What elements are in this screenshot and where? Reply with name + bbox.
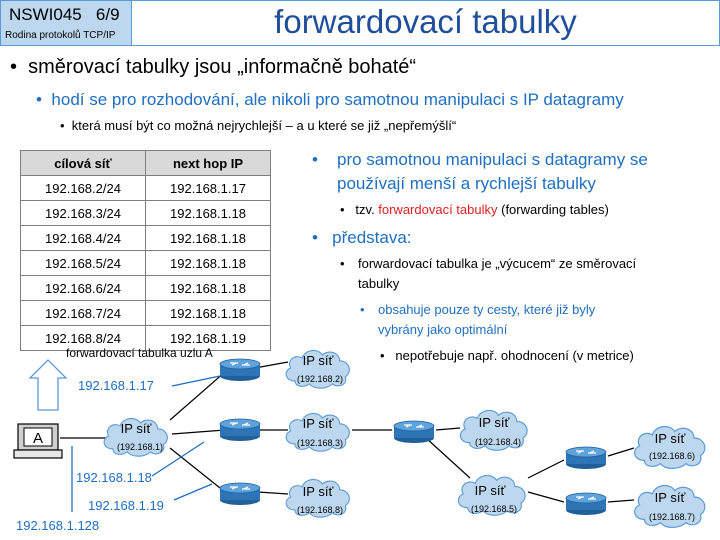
router-icon — [220, 419, 260, 441]
ip-label-19: 192.168.1.19 — [88, 498, 164, 513]
slide-title: forwardovací tabulky — [274, 3, 577, 40]
right-bullet-5-marker: • — [360, 302, 365, 317]
bullet-1: • směrovací tabulky jsou „informačně bohaté“ — [10, 56, 417, 78]
cell-destination: 192.168.8/24 — [21, 326, 146, 351]
net-5-label: IP síť — [474, 483, 506, 498]
right-bullet-1-line1: pro samotnou manipulaci s datagramy se — [337, 150, 648, 169]
host-label: A — [32, 430, 44, 447]
net-3-addr: (192.168.3) — [296, 438, 344, 448]
right-bullet-4-line2: tabulky — [358, 276, 400, 291]
cell-nexthop: 192.168.1.18 — [146, 301, 271, 326]
right-bullet-5-line1: obsahuje pouze ty cesty, které již byly — [378, 302, 596, 317]
net-7-label: IP síť — [654, 490, 686, 505]
cell-nexthop: 192.168.1.18 — [146, 251, 271, 276]
net-5-addr: (192.168.5) — [470, 504, 518, 514]
cell-nexthop: 192.168.1.19 — [146, 326, 271, 351]
right-bullet-2: • tzv. forwardovací tabulky (forwarding tables) — [340, 202, 609, 217]
table-caption: forwardovací tabulka uzlu A — [66, 346, 213, 360]
right-bullet-6: • nepotřebuje např. ohodnocení (v metrice) — [380, 348, 634, 363]
cell-destination: 192.168.7/24 — [21, 301, 146, 326]
right-bullet-1-marker: • — [312, 150, 318, 169]
right-bullet-4-line1: forwardovací tabulka je „výcucem“ ze směrovací — [358, 256, 637, 271]
net-1-label: IP síť — [120, 421, 152, 436]
right-bullet-5-line2: vybrány jako optimální — [378, 322, 508, 337]
cell-nexthop: 192.168.1.18 — [146, 276, 271, 301]
cell-nexthop: 192.168.1.18 — [146, 226, 271, 251]
net-6-addr: (192.168.6) — [648, 451, 696, 461]
col-header-nexthop: next hop IP — [146, 151, 271, 176]
ip-label-18: 192.168.1.18 — [76, 470, 152, 485]
ip-label-128: 192.168.1.128 — [16, 518, 100, 533]
cell-destination: 192.168.3/24 — [21, 201, 146, 226]
bullet-1-1-1: • která musí být co možná nejrychlejší – a u které se již „nepřemýšlí“ — [60, 118, 457, 133]
course-code: NSWI045 6/9 — [9, 5, 120, 24]
net-7-addr: (192.168.7) — [648, 512, 696, 522]
net-2-label: IP síť — [302, 353, 334, 368]
net-3-label: IP síť — [302, 416, 334, 431]
col-header-destination: cílová síť — [21, 151, 146, 176]
net-1-addr: (192.168.1) — [116, 442, 164, 452]
cell-nexthop: 192.168.1.17 — [146, 176, 271, 201]
cell-destination: 192.168.2/24 — [21, 176, 146, 201]
net-4-addr: (192.168.4) — [474, 437, 522, 447]
right-bullet-4-marker: • — [340, 256, 345, 271]
bullet-1-1: • hodí se pro rozhodování, ale nikoli pro samotnou manipulaci s IP datagramy — [36, 90, 624, 109]
cell-destination: 192.168.6/24 — [21, 276, 146, 301]
course-subtitle: Rodina protokolů TCP/IP — [5, 30, 116, 41]
up-arrow-icon — [30, 360, 66, 410]
router-icon — [566, 447, 606, 469]
router-icon — [220, 483, 260, 505]
cell-nexthop: 192.168.1.18 — [146, 201, 271, 226]
cell-destination: 192.168.5/24 — [21, 251, 146, 276]
router-icon — [394, 421, 434, 443]
cell-destination: 192.168.4/24 — [21, 226, 146, 251]
right-bullet-3: • představa: — [312, 228, 412, 247]
net-8-label: IP síť — [302, 484, 334, 499]
router-icon — [566, 493, 606, 515]
right-bullet-1-line2: používají menší a rychlejší tabulky — [337, 174, 596, 193]
ip-label-17: 192.168.1.17 — [78, 378, 154, 393]
net-8-addr: (192.168.8) — [296, 505, 344, 515]
router-icon — [220, 359, 260, 381]
net-6-label: IP síť — [654, 431, 686, 446]
net-2-addr: (192.168.2) — [296, 374, 344, 384]
net-4-label: IP síť — [478, 415, 510, 430]
